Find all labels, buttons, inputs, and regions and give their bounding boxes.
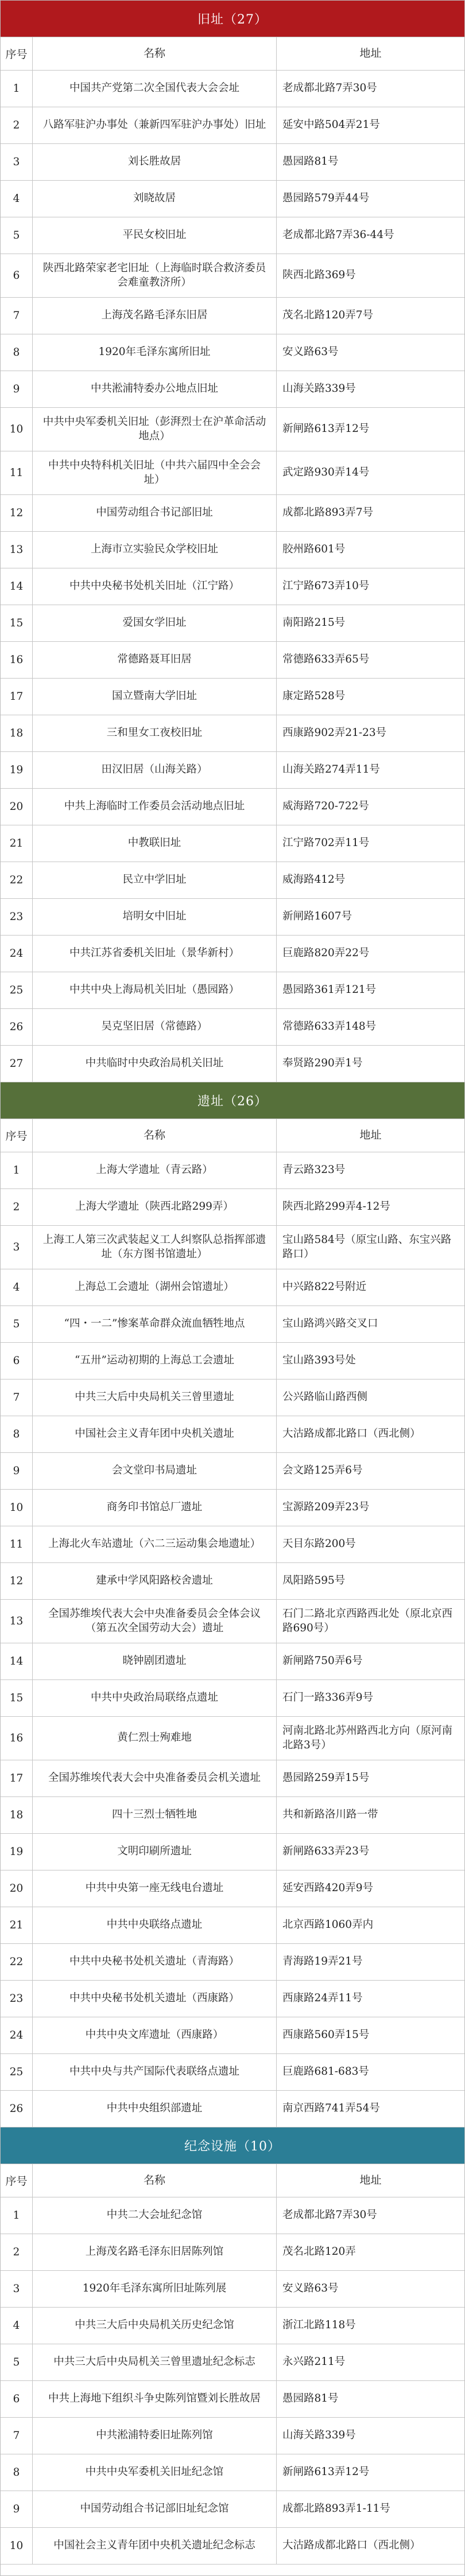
table-row	[1, 1526, 464, 1563]
row-number: 22	[1, 862, 33, 898]
site-name: 中共中央秘书处机关遗址（西康路）	[33, 1981, 277, 2017]
site-name: 陕西北路荣家老宅旧址（上海临时联合救济委员会难童教济所）	[33, 254, 277, 297]
table-row	[1, 936, 464, 972]
site-name: 中共中央组织部遗址	[33, 2091, 277, 2127]
table-row	[1, 899, 464, 936]
site-name: 上海茂名路毛泽东旧居陈列馆	[33, 2234, 277, 2270]
site-name: 上海总工会遗址（湖州会馆遗址）	[33, 1269, 277, 1305]
site-name: 上海市立实验民众学校旧址	[33, 532, 277, 568]
site-address: 宝山路393号处	[282, 1354, 356, 1367]
table-row	[1, 1563, 464, 1600]
row-number: 1	[1, 2197, 33, 2234]
site-name: 培明女中旧址	[33, 899, 277, 935]
site-address: 武定路930弄14号	[282, 466, 370, 479]
table-row	[1, 71, 464, 107]
site-address: 老成都北路7弄30号	[282, 2209, 377, 2222]
table-header	[1, 37, 464, 71]
row-number: 11	[1, 451, 33, 494]
row-number: 7	[1, 2418, 33, 2454]
table-row	[1, 1379, 464, 1416]
header-address: 地址	[359, 46, 382, 60]
row-number: 24	[1, 936, 33, 972]
row-number: 8	[1, 334, 33, 371]
table-row	[1, 1760, 464, 1797]
site-name: 中共中央军委机关旧址（彭湃烈士在沪革命活动地点）	[33, 408, 277, 451]
table-row	[1, 1269, 464, 1306]
site-address: 新闸路633弄23号	[282, 1845, 370, 1858]
row-number: 4	[1, 2308, 33, 2344]
row-number: 2	[1, 2234, 33, 2270]
site-address: 青云路323号	[282, 1164, 346, 1176]
site-name: 上海茂名路毛泽东旧居	[33, 298, 277, 334]
row-number: 5	[1, 1306, 33, 1342]
table-row	[1, 532, 464, 568]
site-address: 大沽路成都北路口（西北侧）	[282, 1428, 421, 1440]
site-name: 上海工人第三次武装起义工人纠察队总指挥部遗址（东方图书馆遗址）	[33, 1226, 277, 1269]
table-row	[1, 1680, 464, 1717]
table-row	[1, 2271, 464, 2308]
row-number: 4	[1, 181, 33, 217]
site-name: “五卅”运动初期的上海总工会遗址	[33, 1343, 277, 1379]
site-address: 延安西路420弄9号	[282, 1882, 374, 1895]
site-address: 新闸路613弄12号	[282, 423, 370, 435]
site-name: 上海大学遗址（青云路）	[33, 1152, 277, 1188]
site-address: 老成都北路7弄36-44号	[282, 229, 394, 241]
site-address: 愚园路579弄44号	[282, 192, 370, 205]
row-number: 20	[1, 1870, 33, 1907]
site-name: 中国共产党第二次全国代表大会会址	[33, 71, 277, 107]
row-number: 9	[1, 371, 33, 407]
row-number: 26	[1, 2091, 33, 2127]
site-address: 常德路633弄148号	[282, 1020, 377, 1033]
site-address: 成都北路893弄7号	[282, 506, 374, 519]
row-number: 2	[1, 107, 33, 143]
site-name: 建承中学风阳路校舍遗址	[33, 1563, 277, 1599]
site-name: 上海北火车站遗址（六二三运动集会地遗址）	[33, 1526, 277, 1562]
site-address: 茂名北路120弄	[282, 2246, 356, 2258]
site-address: 青海路19弄21号	[282, 1955, 363, 1968]
table-header	[1, 1119, 464, 1152]
site-address: 石门二路北京西路西北处（原北京西路690号）	[282, 1607, 453, 1634]
row-number: 12	[1, 1563, 33, 1599]
table-header	[1, 2164, 464, 2197]
table-row	[1, 371, 464, 408]
site-name: “四・一二”惨案革命群众流血牺牲地点	[33, 1306, 277, 1342]
section-title: 纪念设施（10）	[1, 2127, 464, 2164]
row-number: 5	[1, 217, 33, 254]
header-num: 序号	[1, 37, 33, 70]
table-row	[1, 451, 464, 495]
table-row	[1, 1306, 464, 1343]
site-address: 安义路63号	[282, 2282, 339, 2295]
table-row	[1, 2234, 464, 2271]
table-row	[1, 1189, 464, 1226]
table-row	[1, 298, 464, 334]
table-row	[1, 789, 464, 825]
table-row	[1, 144, 464, 181]
site-name: 中共中央上海局机关旧址（愚园路）	[33, 972, 277, 1008]
row-number: 19	[1, 752, 33, 788]
site-address: 凤阳路595号	[282, 1575, 346, 1587]
site-name: 中共中央秘书处机关旧址（江宁路）	[33, 568, 277, 605]
header-name: 名称	[33, 2164, 277, 2197]
row-number: 19	[1, 1834, 33, 1870]
table-row	[1, 715, 464, 752]
site-address: 威海路412号	[282, 874, 346, 886]
site-address: 茂名北路120弄7号	[282, 309, 374, 322]
table-row	[1, 1870, 464, 1907]
table-row	[1, 1009, 464, 1046]
site-name: 民立中学旧址	[33, 862, 277, 898]
row-number: 3	[1, 1226, 33, 1269]
table-row	[1, 495, 464, 532]
row-number: 16	[1, 1717, 33, 1760]
row-number: 14	[1, 1643, 33, 1679]
site-name: 中共淞浦特委办公地点旧址	[33, 371, 277, 407]
site-name: 平民女校旧址	[33, 217, 277, 254]
row-number: 12	[1, 495, 33, 531]
table-row	[1, 1981, 464, 2017]
row-number: 8	[1, 1416, 33, 1452]
site-name: 黄仁烈士殉难地	[33, 1717, 277, 1760]
table-row	[1, 2017, 464, 2054]
site-address: 新闸路750弄6号	[282, 1655, 363, 1667]
table-row	[1, 642, 464, 679]
site-name: 四十三烈士牺牲地	[33, 1797, 277, 1833]
row-number: 11	[1, 1526, 33, 1562]
header-address: 地址	[359, 1128, 382, 1141]
site-address: 陕西北路299弄4-12号	[282, 1201, 390, 1213]
site-address: 浙江北路118号	[282, 2319, 356, 2332]
site-name: 晓钟剧团遗址	[33, 1643, 277, 1679]
site-name: 中共中央政治局联络点遗址	[33, 1680, 277, 1716]
site-address: 天目东路200号	[282, 1538, 356, 1550]
table-row	[1, 605, 464, 642]
site-address: 新闸路613弄12号	[282, 2466, 370, 2478]
site-name: 八路军驻沪办事处（兼新四军驻沪办事处）旧址	[33, 107, 277, 143]
header-num: 序号	[1, 2164, 33, 2197]
table-row	[1, 2381, 464, 2418]
site-address: 共和新路洛川路一带	[282, 1809, 378, 1821]
row-number: 24	[1, 2017, 33, 2053]
table-row	[1, 2418, 464, 2454]
site-address: 山海关路339号	[282, 2429, 356, 2442]
header-address: 地址	[359, 2173, 382, 2187]
site-name: 上海大学遗址（陕西北路299弄）	[33, 1189, 277, 1225]
table-row	[1, 107, 464, 144]
row-number: 3	[1, 2271, 33, 2307]
row-number: 16	[1, 642, 33, 678]
site-name: 中共三大后中央局机关历史纪念馆	[33, 2308, 277, 2344]
site-address: 成都北路893弄1-11号	[282, 2503, 390, 2515]
row-number: 17	[1, 679, 33, 715]
row-number: 27	[1, 1046, 33, 1082]
row-number: 20	[1, 789, 33, 825]
table-row	[1, 2091, 464, 2127]
row-number: 15	[1, 605, 33, 641]
site-name: 文明印刷所遗址	[33, 1834, 277, 1870]
table-row	[1, 568, 464, 605]
site-name: 中教联旧址	[33, 825, 277, 862]
site-name: 田汉旧居（山海关路）	[33, 752, 277, 788]
table-row	[1, 254, 464, 298]
site-name: 中共淞浦特委旧址陈列馆	[33, 2418, 277, 2454]
row-number: 18	[1, 715, 33, 751]
site-address: 愚园路361弄121号	[282, 984, 377, 996]
table-row	[1, 1797, 464, 1834]
site-address: 河南北路北苏州路西北方向（原河南北路3号）	[282, 1724, 453, 1751]
table-row	[1, 1152, 464, 1189]
site-name: 中共三大后中央局机关三曾里遗址	[33, 1379, 277, 1416]
table-row	[1, 2344, 464, 2381]
site-name: 中共上海临时工作委员会活动地点旧址	[33, 789, 277, 825]
site-name: 吴克坚旧居（常德路）	[33, 1009, 277, 1045]
row-number: 5	[1, 2344, 33, 2380]
section-title: 旧址（27）	[1, 1, 464, 37]
row-number: 1	[1, 1152, 33, 1188]
site-address: 西康路24弄11号	[282, 1992, 363, 2005]
table-row	[1, 408, 464, 451]
site-address: 老成都北路7弄30号	[282, 82, 377, 95]
row-number: 4	[1, 1269, 33, 1305]
table-row	[1, 334, 464, 371]
site-address: 中兴路822号附近	[282, 1281, 367, 1293]
site-address: 南京西路741弄54号	[282, 2102, 380, 2115]
section-title: 遗址（26）	[1, 1082, 464, 1119]
site-address: 宝山路584号（原宝山路、东宝兴路路口）	[282, 1233, 452, 1260]
table-row	[1, 2528, 464, 2565]
table-row	[1, 1717, 464, 1760]
table-row	[1, 2454, 464, 2491]
site-address: 巨鹿路820弄22号	[282, 947, 370, 960]
table-row	[1, 679, 464, 715]
site-address: 山海关路274弄11号	[282, 763, 380, 776]
site-name: 三和里女工夜校旧址	[33, 715, 277, 751]
site-name: 刘长胜故居	[33, 144, 277, 180]
site-name: 中国劳动组合书记部旧址纪念馆	[33, 2491, 277, 2527]
row-number: 13	[1, 1600, 33, 1643]
site-address: 江宁路702弄11号	[282, 837, 370, 849]
site-address: 巨鹿路681-683号	[282, 2066, 369, 2078]
site-name: 中共中央特科机关旧址（中共六届四中全会会址）	[33, 451, 277, 494]
table-row	[1, 2054, 464, 2091]
site-name: 1920年毛泽东寓所旧址陈列展	[33, 2271, 277, 2307]
site-address: 愚园路259弄15号	[282, 1772, 370, 1784]
row-number: 25	[1, 2054, 33, 2090]
table-row	[1, 1226, 464, 1269]
row-number: 1	[1, 71, 33, 107]
site-address: 新闸路1607号	[282, 910, 352, 923]
site-address: 奉贤路290弄1号	[282, 1057, 363, 1070]
row-number: 18	[1, 1797, 33, 1833]
site-address: 永兴路211号	[282, 2356, 346, 2368]
row-number: 23	[1, 899, 33, 935]
table-row	[1, 1600, 464, 1643]
site-name: 爱国女学旧址	[33, 605, 277, 641]
row-number: 6	[1, 254, 33, 297]
row-number: 6	[1, 2381, 33, 2417]
site-name: 中共中央秘书处机关遗址（青海路）	[33, 1944, 277, 1980]
site-name: 中国劳动组合书记部旧址	[33, 495, 277, 531]
site-address: 北京西路1060弄内	[282, 1919, 374, 1931]
table-row	[1, 752, 464, 789]
table-row	[1, 2197, 464, 2234]
site-name: 中国社会主义青年团中央机关遗址	[33, 1416, 277, 1452]
site-name: 中共中央军委机关旧址纪念馆	[33, 2454, 277, 2491]
row-number: 7	[1, 298, 33, 334]
site-name: 全国苏维埃代表大会中央准备委员会全体会议（第五次全国劳动大会）遗址	[33, 1600, 277, 1643]
table-row	[1, 1343, 464, 1379]
site-name: 国立暨南大学旧址	[33, 679, 277, 715]
row-number: 25	[1, 972, 33, 1008]
table-row	[1, 862, 464, 899]
table-row	[1, 2308, 464, 2344]
site-name: 中共三大后中央局机关三曾里遗址纪念标志	[33, 2344, 277, 2380]
table-row	[1, 1944, 464, 1981]
site-address: 安义路63号	[282, 346, 339, 358]
row-number: 9	[1, 1453, 33, 1489]
site-address: 西康路902弄21-23号	[282, 727, 387, 739]
site-address: 山海关路339号	[282, 383, 356, 395]
site-name: 商务印书馆总厂遗址	[33, 1490, 277, 1526]
site-address: 延安中路504弄21号	[282, 119, 380, 131]
table-row	[1, 972, 464, 1009]
site-name: 会文堂印书局遗址	[33, 1453, 277, 1489]
site-address: 愚园路81号	[282, 2392, 339, 2405]
site-name: 全国苏维埃代表大会中央准备委员会机关遗址	[33, 1760, 277, 1796]
row-number: 10	[1, 2528, 33, 2564]
site-address: 康定路528号	[282, 690, 346, 703]
table-row	[1, 1453, 464, 1490]
table-row	[1, 181, 464, 217]
row-number: 21	[1, 1907, 33, 1943]
site-address: 愚园路81号	[282, 155, 339, 168]
site-address: 南阳路215号	[282, 617, 346, 629]
row-number: 10	[1, 1490, 33, 1526]
table-row	[1, 1046, 464, 1082]
site-name: 中共二大会址纪念馆	[33, 2197, 277, 2234]
site-address: 威海路720-722号	[282, 800, 369, 813]
row-number: 3	[1, 144, 33, 180]
site-name: 常德路聂耳旧居	[33, 642, 277, 678]
site-address: 江宁路673弄10号	[282, 580, 370, 593]
site-address: 宝源路209弄23号	[282, 1501, 370, 1514]
site-name: 中共中央与共产国际代表联络点遗址	[33, 2054, 277, 2090]
row-number: 26	[1, 1009, 33, 1045]
site-address: 会文路125弄6号	[282, 1464, 363, 1477]
site-address: 陕西北路369号	[282, 269, 356, 282]
site-name: 中共中央联络点遗址	[33, 1907, 277, 1943]
row-number: 15	[1, 1680, 33, 1716]
header-name: 名称	[33, 1119, 277, 1152]
row-number: 14	[1, 568, 33, 605]
table-row	[1, 825, 464, 862]
header-name: 名称	[33, 37, 277, 70]
table-row	[1, 1490, 464, 1526]
row-number: 17	[1, 1760, 33, 1796]
site-address: 常德路633弄65号	[282, 653, 370, 666]
row-number: 9	[1, 2491, 33, 2527]
row-number: 13	[1, 532, 33, 568]
table-row	[1, 1416, 464, 1453]
site-name: 中共江苏省委机关旧址（景华新村）	[33, 936, 277, 972]
site-name: 刘晓故居	[33, 181, 277, 217]
site-name: 中共临时中央政治局机关旧址	[33, 1046, 277, 1082]
site-name: 中国社会主义青年团中央机关遗址纪念标志	[33, 2528, 277, 2564]
row-number: 2	[1, 1189, 33, 1225]
site-address: 宝山路鸿兴路交叉口	[282, 1318, 378, 1330]
site-name: 中共中央文库遗址（西康路）	[33, 2017, 277, 2053]
row-number: 22	[1, 1944, 33, 1980]
row-number: 23	[1, 1981, 33, 2017]
table-row	[1, 1834, 464, 1870]
site-address: 公兴路临山路西侧	[282, 1391, 368, 1404]
header-num: 序号	[1, 1119, 33, 1152]
site-address: 大沽路成都北路口（西北侧）	[282, 2539, 421, 2552]
site-address: 胶州路601号	[282, 543, 346, 556]
site-name: 1920年毛泽东寓所旧址	[33, 334, 277, 371]
row-number: 10	[1, 408, 33, 451]
table-row	[1, 217, 464, 254]
row-number: 7	[1, 1379, 33, 1416]
site-name: 中共中央第一座无线电台遗址	[33, 1870, 277, 1907]
row-number: 8	[1, 2454, 33, 2491]
table-row	[1, 1643, 464, 1680]
site-address: 西康路560弄15号	[282, 2029, 370, 2041]
site-name: 中共上海地下组织斗争史陈列馆暨刘长胜故居	[33, 2381, 277, 2417]
site-address: 石门一路336弄9号	[282, 1692, 374, 1704]
row-number: 6	[1, 1343, 33, 1379]
table-row	[1, 1907, 464, 1944]
table-row	[1, 2491, 464, 2528]
row-number: 21	[1, 825, 33, 862]
